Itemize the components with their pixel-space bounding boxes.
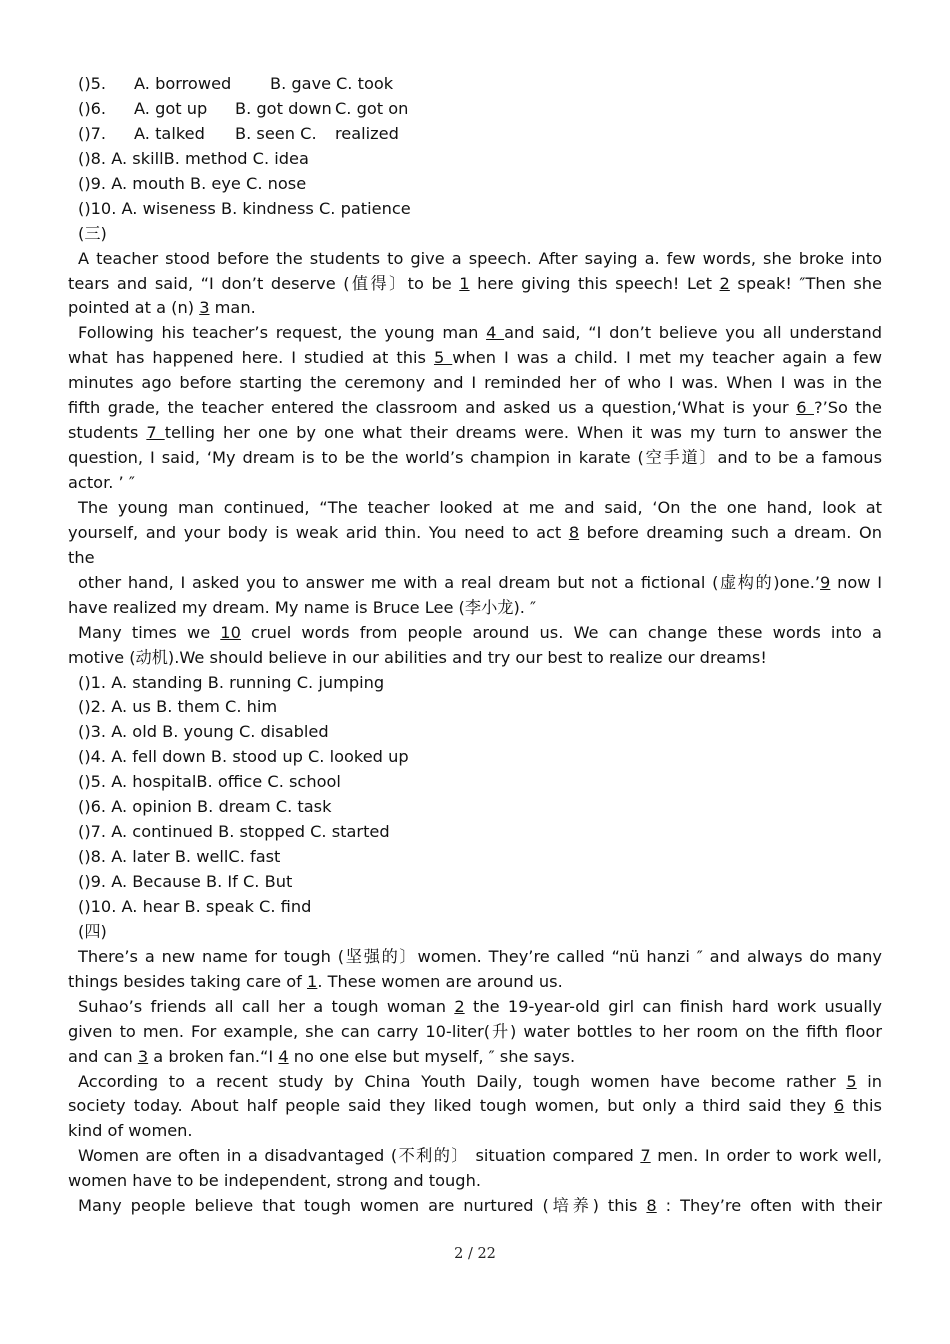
paragraph-line: yourself, and your body is weak arid thin. You need to act 8 before dreaming such a dream. On [68, 522, 882, 542]
paragraph-line: given to men. For example, she can carry 10-liter(升) water bottles to her room on the fifth floor [68, 1021, 882, 1041]
paragraph-line: what has happened here. I studied at this 5 when I was a child. I met my teacher again a few [68, 348, 882, 368]
paragraph-line: There’s a new name for tough (坚强的〕women. They’re called “nü hanzi ″ and always do many [78, 946, 882, 966]
blank-1: 1 [307, 971, 318, 991]
option-line: ()8. A. later B. wellC. fast [78, 847, 281, 867]
paragraph-line: Suhao’s friends all call her a tough woman 2 the 19-year-old girl can finish hard work usually [78, 996, 882, 1016]
blank-4: 4 [278, 1046, 289, 1066]
blank-6: 6 [834, 1096, 845, 1116]
paragraph-line: According to a recent study by China Youth Daily, tough women have become rather 5 in [78, 1071, 883, 1091]
paragraph-line: the [68, 547, 95, 567]
paragraph-line: Women are often in a disadvantaged (不利的〕 situation compared 7 men. In order to work well, [78, 1146, 883, 1166]
paragraph-line: and can 3 a broken fan.“I 4 no one else but myself, ″ she says. [68, 1046, 576, 1066]
blank-4: 4 [486, 323, 505, 343]
option-line: ()1. A. standing B. running C. jumping [78, 672, 385, 692]
option-line: ()5. A. hospitalB. office C. school [78, 772, 341, 792]
blank-8: 8 [646, 1196, 657, 1216]
option-line: ()4. A. fell down B. stood up C. looked up [78, 747, 409, 767]
option-line: ()3. A. old B. young C. disabled [78, 722, 329, 742]
option-line: ()6. A. got up B. got down C. got on [78, 98, 409, 118]
option-line: ()9. A. Because B. If C. But [78, 872, 293, 891]
paragraph-line: Many times we 10 cruel words from people around us. We can change these words into a [78, 622, 882, 642]
option-line: ()8. A. skillB. method C. idea [78, 148, 309, 168]
paragraph-line: kind of women. [68, 1121, 193, 1141]
blank-2: 2 [454, 996, 465, 1016]
blank-5: 5 [433, 348, 453, 368]
paragraph-line: tears and said, “I don’t deserve (值得〕to be 1 here giving this speech! Let 2 speak! ″Then she [68, 273, 883, 293]
blank-5: 5 [846, 1071, 857, 1091]
option-line: ()7. A. continued B. stopped C. started [78, 822, 390, 842]
blank-3: 3 [199, 298, 210, 318]
blank-7: 7 [146, 423, 165, 443]
paragraph-line: motive (动机).We should believe in our abilities and try our best to realize our dreams! [68, 647, 767, 667]
blank-1: 1 [459, 273, 470, 293]
blank-10: 10 [220, 622, 241, 642]
paragraph-line: question, I said, ‘My dream is to be the world’s champion in karate (空手道〕and to be a famous [68, 448, 882, 468]
paragraph-line: The young man continued, “The teacher looked at me and said, ‘On the one hand, look at [78, 497, 882, 517]
paragraph-line: actor. ’ ″ [68, 473, 135, 492]
blank-3: 3 [137, 1046, 149, 1066]
paragraph-line: pointed at a (n) 3 man. [68, 298, 256, 318]
option-line: ()10. A. wiseness B. kindness C. patience [78, 198, 411, 218]
option-line: ()5. A. borrowed B. gave C. took [78, 74, 394, 93]
paragraph-line: society today. About half people said they liked tough women, but only a third said they 6 this [68, 1096, 882, 1116]
paragraph-line: women have to be independent, strong and tough. [68, 1171, 481, 1191]
paragraph-line: students 7 telling her one by one what their dreams were. When it was my turn to answer the [68, 423, 882, 443]
paragraph-line: have realized my dream. My name is Bruce Lee (李小龙). ″ [68, 597, 537, 617]
section-heading: (四) [78, 921, 107, 941]
page-number: 2 / 22 [454, 1246, 496, 1262]
document-page [68, 72, 882, 1219]
blank-6: 6 [796, 398, 814, 418]
option-line: ()10. A. hear B. speak C. find [78, 896, 312, 916]
paragraph-line: Many people believe that tough women are nurtured (培养) this 8 : They’re often with their [78, 1196, 882, 1216]
option-line: ()9. A. mouth B. eye C. nose [78, 173, 307, 193]
blank-9: 9 [820, 572, 831, 592]
option-line: ()6. A. opinion B. dream C. task [78, 797, 332, 817]
paragraph-line: Following his teacher’s request, the young man 4 and said, “I don’t believe you all understand [78, 323, 882, 343]
blank-2: 2 [719, 273, 730, 293]
blank-7: 7 [640, 1146, 651, 1166]
option-line: ()2. A. us B. them C. him [78, 697, 278, 717]
section-heading: (三) [78, 223, 107, 243]
blank-8: 8 [568, 522, 580, 542]
paragraph-line: A teacher stood before the students to give a speech. After saying a. few words, she broke into [78, 248, 882, 268]
option-line: ()7. A. talked B. seen C. realized [78, 123, 399, 143]
paragraph-line: fifth grade, the teacher entered the classroom and asked us a question,‘What is your 6 ?’So the [68, 398, 882, 418]
paragraph-line: minutes ago before starting the ceremony and I reminded her of who I was. When I was in the [68, 373, 882, 393]
paragraph-line: things besides taking care of 1. These women are around us. [68, 971, 563, 991]
paragraph-line: other hand, I asked you to answer me with a real dream but not a fictional (虚构的)one.’9 now I [78, 572, 883, 592]
